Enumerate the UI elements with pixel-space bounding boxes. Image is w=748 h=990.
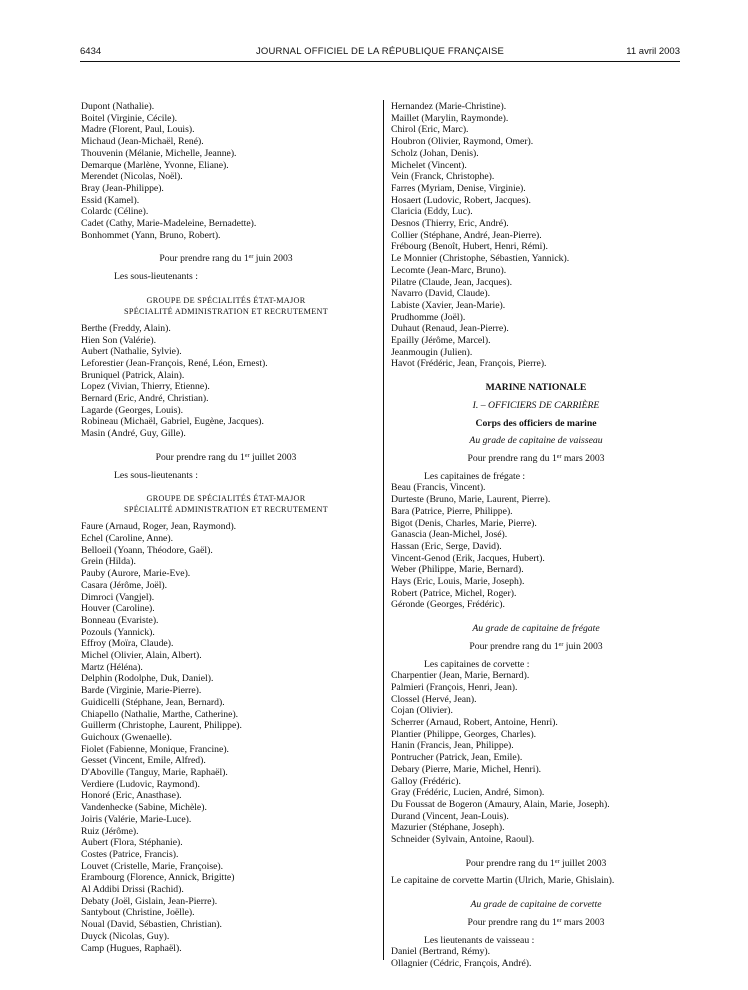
rank-heading: Les sous-lieutenants : — [114, 469, 198, 481]
name-entry: Merendet (Nicolas, Noël). — [81, 171, 183, 183]
specialty-group-heading: GROUPE DE SPÉCIALITÉS ÉTAT-MAJOR SPÉCIALITÉ ADMINISTRATION ET RECRUTEMENT — [123, 295, 329, 316]
name-entry: Duhaut (Renaud, Jean-Pierre). — [391, 323, 509, 335]
name-entry: Hernandez (Marie-Christine). — [391, 101, 507, 112]
name-list — [391, 946, 681, 969]
name-entry: Hien Son (Valérie). — [81, 334, 157, 346]
name-entry: Guillerm (Christophe, Laurent, Philippe). — [81, 720, 242, 732]
name-entry: Claricia (Eddy, Luc). — [391, 206, 473, 218]
name-entry: Boitel (Virginie, Cécile). — [81, 112, 178, 124]
name-entry: Guichoux (Gwenaelle). — [81, 731, 172, 743]
name-entry: Epailly (Jérôme, Marcel). — [391, 335, 491, 347]
rank-date-line: Pour prendre rang du 1er juillet 2003 — [155, 451, 297, 463]
right-column — [391, 101, 681, 970]
name-entry: Essid (Kamel). — [81, 194, 140, 206]
name-entry: Hanin (Francis, Jean, Philippe). — [391, 740, 514, 752]
rank-heading: Les lieutenants de vaisseau : — [424, 934, 535, 946]
name-entry: Berthe (Freddy, Alain). — [81, 322, 171, 334]
section-title: MARINE NATIONALE — [485, 382, 587, 394]
name-entry: Chirol (Eric, Marc). — [391, 124, 469, 136]
name-entry: Charpentier (Jean, Marie, Bernard). — [391, 670, 530, 682]
name-entry: Casara (Jérôme, Joël). — [81, 579, 168, 591]
name-entry: Madre (Florent, Paul, Louis). — [81, 124, 195, 136]
name-entry: Vein (Franck, Christophe). — [391, 171, 495, 183]
name-entry: Duyck (Nicolas, Guy). — [81, 930, 170, 942]
rank-date-line: Pour prendre rang du 1er juillet 2003 — [465, 857, 607, 869]
name-entry: Pilatre (Claude, Jean, Jacques). — [391, 276, 513, 288]
name-entry: Grein (Hilda). — [81, 556, 136, 568]
name-entry: Prudhomme (Joël). — [391, 311, 466, 323]
name-entry: Beau (Francis, Vincent). — [391, 482, 486, 494]
page-header — [80, 46, 680, 60]
name-entry: Scherrer (Arnaud, Robert, Antoine, Henri). — [391, 717, 558, 729]
name-entry: Plantier (Philippe, Georges, Charles). — [391, 728, 537, 740]
name-entry: Guidicelli (Stéphane, Jean, Bernard). — [81, 696, 225, 708]
name-entry: Thouvenin (Mélanie, Michelle, Jeanne). — [81, 147, 237, 159]
name-entry: Effroy (Moïra, Claude). — [81, 638, 174, 650]
name-entry: Durteste (Bruno, Marie, Laurent, Pierre). — [391, 494, 551, 506]
name-entry: Du Foussat de Bogeron (Amaury, Alain, Marie, Joseph). — [391, 798, 610, 810]
rank-heading: Les capitaines de corvette : — [424, 658, 530, 670]
name-entry: Ganascia (Jean-Michel, José). — [391, 529, 508, 541]
name-entry: Hassan (Eric, Serge, David). — [391, 540, 502, 552]
name-entry: Verdiere (Ludovic, Raymond). — [81, 778, 200, 790]
grade-heading: Au grade de capitaine de frégate — [472, 623, 600, 635]
promotion-entry: Le capitaine de corvette Martin (Ulrich, Marie, Ghislain). — [391, 875, 615, 887]
corps-title: Corps des officiers de marine — [475, 417, 597, 429]
left-column — [81, 101, 371, 954]
name-entry: Lecomte (Jean-Marc, Bruno). — [391, 264, 507, 276]
name-list — [81, 101, 371, 241]
name-entry: Louvet (Cristelle, Marie, Françoise). — [81, 860, 224, 872]
name-entry: Joiris (Valérie, Marie-Luce). — [81, 813, 192, 825]
name-entry: Vincent-Genod (Erik, Jacques, Hubert). — [391, 552, 545, 564]
name-entry: Durand (Vincent, Jean-Louis). — [391, 810, 509, 822]
specialty-group-heading: GROUPE DE SPÉCIALITÉS ÉTAT-MAJOR SPÉCIALITÉ ADMINISTRATION ET RECRUTEMENT — [123, 494, 329, 515]
rank-date-line: Pour prendre rang du 1er mars 2003 — [467, 452, 605, 464]
name-entry: Cojan (Olivier). — [391, 705, 453, 717]
name-entry: Barde (Virginie, Marie-Pierre). — [81, 685, 202, 697]
rank-date-line: Pour prendre rang du 1er mars 2003 — [467, 916, 605, 928]
name-entry: Bonhommet (Yann, Bruno, Robert). — [81, 229, 221, 241]
name-entry: Labiste (Xavier, Jean-Marie). — [391, 299, 506, 311]
name-entry: Navarro (David, Claude). — [391, 288, 490, 300]
name-entry: D'Aboville (Tanguy, Marie, Raphaël). — [81, 767, 228, 779]
name-entry: Daniel (Bertrand, Rémy). — [391, 946, 490, 958]
name-entry: Ollagnier (Cédric, François, André). — [391, 958, 532, 969]
name-entry: Colardc (Céline). — [81, 206, 149, 218]
name-entry: Demarque (Marlène, Yvonne, Eliane). — [81, 159, 229, 171]
name-entry: Scholz (Johan, Denis). — [391, 147, 479, 159]
name-entry: Honoré (Eric, Anasthase). — [81, 790, 182, 802]
name-list — [81, 323, 371, 440]
name-entry: Mazurier (Stéphane, Joseph). — [391, 822, 505, 834]
name-entry: Pauby (Aurore, Marie-Eve). — [81, 568, 191, 580]
name-entry: Farres (Myriam, Denise, Virginie). — [391, 182, 526, 194]
name-entry: Ruiz (Jérôme). — [81, 825, 139, 837]
name-entry: Le Monnier (Christophe, Sébastien, Yannick). — [391, 253, 570, 265]
name-entry: Vandenhecke (Sabine, Michèle). — [81, 802, 207, 814]
name-entry: Géronde (Georges, Frédéric). — [391, 599, 505, 611]
name-entry: Hays (Eric, Louis, Marie, Joseph). — [391, 576, 525, 588]
rank-heading: Les capitaines de frégate : — [424, 470, 526, 482]
name-entry: Frébourg (Benoît, Hubert, Henri, Rémi). — [391, 241, 548, 253]
name-entry: Jeanmougin (Julien). — [391, 346, 473, 358]
name-entry: Michel (Olivier, Alain, Albert). — [81, 650, 202, 662]
name-entry: Weber (Philippe, Marie, Bernard). — [391, 564, 524, 576]
name-entry: Gesset (Vincent, Emile, Alfred). — [81, 755, 206, 767]
name-entry: Delphin (Rodolphe, Duk, Daniel). — [81, 673, 214, 685]
name-entry: Noual (David, Sébastien, Christian). — [81, 919, 222, 931]
grade-heading: Au grade de capitaine de corvette — [470, 899, 602, 911]
name-list — [391, 101, 681, 370]
name-entry: Aubert (Nathalie, Sylvie). — [81, 346, 182, 358]
name-entry: Bray (Jean-Philippe). — [81, 182, 164, 194]
name-entry: Bigot (Denis, Charles, Marie, Pierre). — [391, 517, 537, 529]
name-entry: Michelet (Vincent). — [391, 159, 467, 171]
name-entry: Martz (Héléna). — [81, 661, 143, 673]
name-entry: Lopez (Vivian, Thierry, Etienne). — [81, 381, 210, 393]
grade-heading: Au grade de capitaine de vaisseau — [469, 435, 603, 447]
name-entry: Dimroci (Vangjel). — [81, 591, 155, 603]
name-entry: Clossel (Hervé, Jean). — [391, 693, 477, 705]
name-entry: Hosaert (Ludovic, Robert, Jacques). — [391, 194, 531, 206]
name-entry: Camp (Hugues, Raphaël). — [81, 942, 182, 954]
rank-date-line: Pour prendre rang du 1er juin 2003 — [469, 640, 603, 652]
name-entry: Gray (Frédéric, Lucien, André, Simon). — [391, 787, 545, 799]
name-entry: Bara (Patrice, Pierre, Philippe). — [391, 505, 513, 517]
name-entry: Bernard (Eric, André, Christian). — [81, 393, 209, 405]
name-entry: Al Addibi Drissi (Rachid). — [81, 884, 184, 896]
issue-date: 11 avril 2003 — [626, 46, 680, 57]
name-entry: Maillet (Marylin, Raymonde). — [391, 112, 509, 124]
name-entry: Echel (Caroline, Anne). — [81, 532, 173, 544]
rank-date-line: Pour prendre rang du 1er juin 2003 — [159, 253, 293, 265]
name-entry: Masin (André, Guy, Gille). — [81, 428, 186, 440]
name-entry: Cadet (Cathy, Marie-Madeleine, Bernadette). — [81, 218, 257, 230]
name-entry: Bonneau (Evariste). — [81, 614, 159, 626]
name-list — [391, 670, 681, 846]
name-list — [81, 521, 371, 954]
name-entry: Aubert (Flora, Stéphanie). — [81, 837, 183, 849]
name-entry: Faure (Arnaud, Roger, Jean, Raymond). — [81, 521, 237, 533]
name-entry: Houbron (Olivier, Raymond, Omer). — [391, 136, 534, 148]
name-entry: Michaud (Jean-Michaël, René). — [81, 136, 204, 148]
name-entry: Bruniquel (Patrick, Alain). — [81, 369, 185, 381]
name-entry: Santybout (Christine, Joëlle). — [81, 907, 195, 919]
name-entry: Lagarde (Georges, Louis). — [81, 404, 184, 416]
name-entry: Havot (Frédéric, Jean, François, Pierre). — [391, 358, 547, 370]
name-entry: Debaty (Joël, Gislain, Jean-Pierre). — [81, 895, 218, 907]
name-entry: Collier (Stéphane, André, Jean-Pierre). — [391, 229, 542, 241]
name-entry: Palmieri (François, Henri, Jean). — [391, 681, 518, 693]
name-entry: Pozouls (Yannick). — [81, 626, 155, 638]
name-entry: Belloeil (Yoann, Théodore, Gaël). — [81, 544, 213, 556]
name-entry: Schneider (Sylvain, Antoine, Raoul). — [391, 834, 535, 846]
name-entry: Houver (Caroline). — [81, 603, 155, 615]
name-list — [391, 482, 681, 611]
name-entry: Robineau (Michaël, Gabriel, Eugène, Jacques). — [81, 416, 264, 428]
name-entry: Pontrucher (Patrick, Jean, Emile). — [391, 752, 523, 764]
name-entry: Galloy (Frédéric). — [391, 775, 461, 787]
name-entry: Dupont (Nathalie). — [81, 101, 155, 112]
page-number: 6434 — [80, 46, 102, 57]
name-entry: Robert (Patrice, Michel, Roger). — [391, 587, 517, 599]
name-entry: Debary (Pierre, Marie, Michel, Henri). — [391, 763, 542, 775]
name-entry: Leforestier (Jean-François, René, Léon, Ernest). — [81, 357, 268, 369]
header-rule — [80, 61, 680, 62]
column-divider — [383, 100, 384, 960]
name-entry: Costes (Patrice, Francis). — [81, 848, 179, 860]
journal-title: JOURNAL OFFICIEL DE LA RÉPUBLIQUE FRANÇAISE — [255, 46, 505, 57]
name-entry: Fiolet (Fabienne, Monique, Francine). — [81, 743, 229, 755]
rank-heading: Les sous-lieutenants : — [114, 271, 198, 283]
name-entry: Desnos (Thierry, Eric, André). — [391, 218, 509, 230]
name-entry: Erambourg (Florence, Annick, Brigitte) — [81, 872, 235, 884]
subsection-title: I. – OFFICIERS DE CARRIÈRE — [472, 399, 600, 411]
name-entry: Chiapello (Nathalie, Marthe, Catherine). — [81, 708, 239, 720]
